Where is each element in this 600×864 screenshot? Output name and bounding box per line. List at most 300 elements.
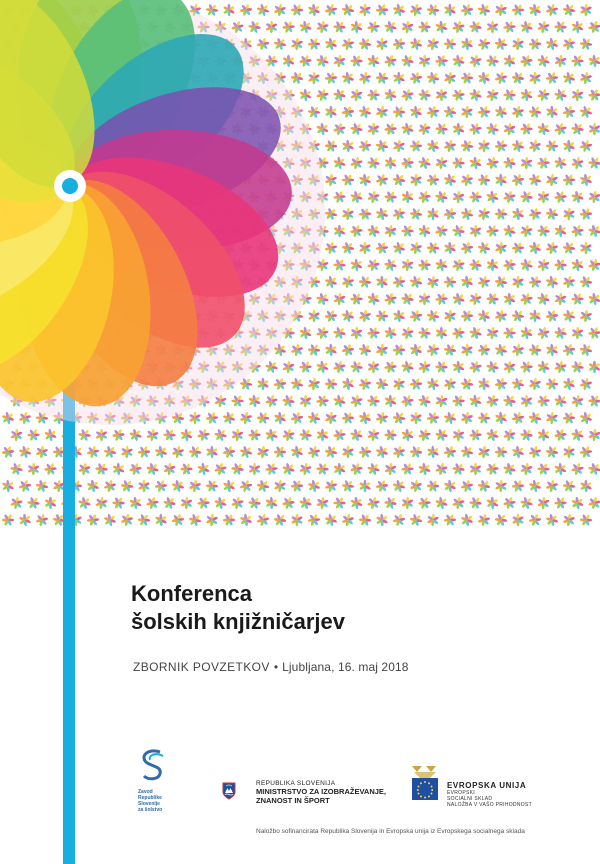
- tiny-flower: [518, 426, 535, 443]
- tiny-flower: [220, 477, 237, 494]
- tiny-flower: [374, 69, 391, 86]
- tiny-flower: [314, 393, 330, 409]
- tiny-flower: [255, 376, 272, 393]
- tiny-flower: [349, 223, 365, 239]
- tiny-flower: [512, 37, 525, 50]
- tiny-flower: [314, 290, 331, 307]
- zrss-text-3: Slovenije: [138, 801, 160, 807]
- tiny-flower: [408, 443, 425, 460]
- tiny-flower: [443, 377, 457, 392]
- tiny-flower: [578, 444, 594, 460]
- tiny-flower: [441, 103, 458, 120]
- tiny-flower: [357, 511, 374, 528]
- tiny-flower: [484, 461, 500, 477]
- tiny-flower: [416, 86, 433, 103]
- tiny-flower: [535, 358, 552, 375]
- tiny-flower: [25, 427, 42, 444]
- tiny-flower: [136, 511, 153, 528]
- tiny-flower: [171, 445, 185, 460]
- tiny-flower: [322, 342, 339, 359]
- tiny-flower: [580, 4, 593, 17]
- tiny-flower: [248, 463, 260, 476]
- tiny-flower: [543, 443, 560, 460]
- tiny-flower: [384, 224, 398, 238]
- tiny-flower: [519, 224, 533, 238]
- tiny-flower: [376, 38, 388, 50]
- tiny-flower: [536, 87, 551, 103]
- tiny-flower: [433, 359, 450, 376]
- tiny-flower: [475, 1, 492, 18]
- tiny-flower: [374, 172, 389, 187]
- tiny-flower: [305, 477, 322, 494]
- tiny-flower: [238, 2, 254, 18]
- tiny-flower: [331, 461, 348, 478]
- tiny-flower: [229, 460, 246, 477]
- tiny-flower: [366, 19, 382, 35]
- tiny-flower: [492, 35, 509, 52]
- tiny-flower: [569, 53, 586, 70]
- tiny-flower: [441, 341, 458, 358]
- tiny-flower: [577, 409, 594, 426]
- tiny-flower: [511, 343, 525, 357]
- tiny-flower: [520, 156, 533, 169]
- tiny-flower: [509, 307, 526, 324]
- tiny-flower: [416, 257, 432, 274]
- tiny-flower: [570, 223, 586, 239]
- tiny-flower: [467, 154, 484, 171]
- tiny-flower: [280, 460, 297, 477]
- tiny-flower: [577, 35, 594, 52]
- tiny-flower: [570, 461, 585, 477]
- tiny-flower: [545, 241, 560, 256]
- tiny-flower: [204, 444, 221, 461]
- tiny-flower: [272, 376, 288, 392]
- tiny-flower: [366, 495, 381, 510]
- tiny-flower: [340, 410, 357, 427]
- tiny-flower: [526, 103, 543, 120]
- tiny-flower: [444, 309, 457, 322]
- tiny-flower: [561, 104, 577, 120]
- tiny-flower: [246, 392, 263, 409]
- tiny-flower: [314, 120, 331, 137]
- eu-line-1: EVROPSKA UNIJA: [447, 781, 527, 790]
- tiny-flower: [356, 103, 373, 120]
- tiny-flower: [468, 292, 482, 306]
- tiny-flower: [382, 324, 399, 341]
- tiny-flower: [503, 122, 516, 136]
- tiny-flower: [528, 444, 543, 459]
- tiny-flower: [492, 511, 509, 528]
- tiny-flower: [127, 426, 144, 443]
- tiny-flower: [493, 376, 509, 392]
- tiny-flower: [358, 309, 372, 323]
- tiny-flower: [348, 256, 365, 273]
- tiny-flower: [554, 54, 568, 68]
- tiny-flower: [484, 495, 501, 512]
- tiny-flower: [459, 240, 475, 256]
- tiny-flower: [127, 494, 144, 511]
- tiny-flower: [510, 240, 527, 257]
- tiny-flower: [305, 1, 322, 18]
- tiny-flower: [297, 324, 314, 341]
- tiny-flower: [281, 428, 296, 443]
- tiny-flower: [239, 411, 253, 425]
- tiny-flower: [365, 460, 382, 477]
- tiny-flower: [501, 19, 517, 35]
- tiny-flower: [492, 103, 509, 120]
- slovenia-coat-of-arms-icon: [222, 782, 236, 800]
- tiny-flower: [458, 137, 475, 154]
- tiny-flower: [391, 36, 407, 52]
- tiny-flower: [569, 256, 586, 273]
- tiny-flower: [578, 478, 595, 495]
- tiny-flower: [578, 376, 593, 391]
- tiny-flower: [484, 257, 501, 274]
- tiny-flower: [416, 154, 433, 171]
- tiny-flower: [110, 495, 127, 512]
- tiny-flower: [544, 104, 561, 121]
- tiny-flower: [0, 444, 16, 460]
- tiny-flower: [382, 188, 399, 205]
- tiny-flower: [390, 239, 407, 256]
- tiny-flower: [434, 462, 449, 477]
- tiny-flower: [527, 512, 543, 528]
- tiny-flower: [392, 207, 407, 222]
- tiny-flower: [526, 477, 543, 494]
- tiny-flower: [163, 462, 176, 476]
- tiny-flower: [475, 69, 492, 86]
- tiny-flower: [518, 86, 535, 103]
- tiny-flower: [299, 395, 312, 408]
- tiny-flower: [18, 411, 32, 425]
- tiny-flower: [586, 222, 600, 239]
- tiny-flower: [535, 120, 552, 137]
- tiny-flower: [85, 444, 100, 459]
- tiny-flower: [476, 274, 491, 289]
- tiny-flower: [501, 87, 518, 104]
- tiny-flower: [350, 88, 363, 101]
- tiny-flower: [467, 86, 484, 103]
- tiny-flower: [333, 292, 346, 306]
- tiny-flower: [467, 256, 484, 273]
- tiny-flower: [84, 477, 101, 494]
- tiny-flower: [416, 19, 433, 36]
- tiny-flower: [494, 309, 509, 324]
- tiny-flower: [526, 409, 543, 426]
- tiny-flower: [416, 324, 433, 341]
- tiny-flower: [425, 172, 441, 188]
- tiny-flower: [475, 307, 492, 324]
- tiny-flower: [27, 463, 40, 476]
- tiny-flower: [121, 445, 134, 458]
- tiny-flower: [562, 275, 576, 289]
- tiny-flower: [16, 443, 33, 460]
- tiny-flower: [526, 171, 543, 188]
- tiny-flower: [237, 511, 254, 528]
- tiny-flower: [502, 428, 516, 443]
- tiny-flower: [467, 392, 484, 409]
- tiny-flower: [42, 495, 59, 512]
- tiny-flower: [298, 53, 314, 69]
- eu-line-4: NALOŽBA V VAŠO PRIHODNOST: [447, 802, 532, 808]
- tiny-flower: [400, 88, 415, 103]
- tiny-flower: [545, 173, 558, 187]
- eu-line-3: SOCIALNI SKLAD: [447, 796, 493, 802]
- tiny-flower: [0, 478, 17, 495]
- tiny-flower: [357, 206, 373, 223]
- tiny-flower: [461, 105, 474, 118]
- tiny-flower: [512, 514, 524, 526]
- tiny-flower: [417, 427, 432, 442]
- tiny-flower: [203, 1, 220, 18]
- tiny-flower: [323, 70, 339, 86]
- tiny-flower: [450, 460, 467, 477]
- tiny-flower: [356, 273, 373, 290]
- tiny-flower: [475, 477, 492, 494]
- tiny-flower: [451, 496, 465, 510]
- tiny-flower: [331, 495, 348, 512]
- tiny-flower: [357, 376, 372, 391]
- tiny-flower: [373, 137, 390, 154]
- tiny-flower: [569, 426, 586, 443]
- tiny-flower: [339, 307, 356, 324]
- tiny-flower: [308, 310, 320, 322]
- tiny-flower: [305, 103, 322, 120]
- tiny-flower: [170, 512, 186, 528]
- tiny-flower: [467, 18, 484, 35]
- tiny-flower: [365, 290, 382, 307]
- tiny-flower: [527, 36, 543, 53]
- tiny-flower: [578, 273, 595, 290]
- tiny-flower: [552, 154, 569, 171]
- tiny-flower: [399, 461, 416, 478]
- tiny-flower: [407, 35, 424, 52]
- tiny-flower: [458, 273, 475, 290]
- tiny-flower: [509, 443, 526, 460]
- tiny-flower: [101, 443, 118, 460]
- tiny-flower: [271, 511, 288, 528]
- tiny-flower: [323, 308, 339, 324]
- tiny-flower: [527, 206, 542, 221]
- tiny-flower: [580, 242, 592, 254]
- tiny-flower: [461, 344, 473, 357]
- tiny-flower: [578, 206, 594, 222]
- tiny-flower: [569, 19, 586, 36]
- tiny-flower: [212, 426, 229, 443]
- tiny-flower: [348, 426, 365, 443]
- tiny-flower: [562, 513, 576, 527]
- tiny-flower: [425, 410, 441, 426]
- tiny-flower: [452, 428, 465, 441]
- tiny-flower: [586, 392, 600, 409]
- subtitle-separator: •: [273, 660, 279, 674]
- tiny-flower: [350, 326, 363, 339]
- tiny-flower: [526, 1, 543, 18]
- tiny-flower: [562, 37, 577, 52]
- tiny-flower: [441, 477, 458, 494]
- tiny-flower: [382, 121, 398, 137]
- tiny-flower: [189, 412, 201, 425]
- tiny-flower: [544, 138, 561, 155]
- tiny-flower: [407, 205, 424, 222]
- tiny-flower: [552, 223, 569, 240]
- tiny-flower: [543, 273, 560, 290]
- tiny-flower: [451, 258, 466, 273]
- tiny-flower: [288, 69, 305, 86]
- tiny-flower: [426, 513, 439, 526]
- tiny-flower: [195, 460, 212, 477]
- tiny-flower: [357, 478, 374, 495]
- tiny-flower: [442, 444, 458, 460]
- tiny-flower: [272, 444, 289, 461]
- tiny-flower: [306, 444, 321, 459]
- tiny-flower: [493, 444, 510, 461]
- tiny-flower: [342, 446, 355, 459]
- tiny-flower: [467, 324, 484, 341]
- tiny-flower: [331, 324, 348, 341]
- tiny-flower: [418, 293, 430, 306]
- tiny-flower: [341, 513, 355, 527]
- tiny-flower: [315, 87, 331, 103]
- tiny-flower: [280, 53, 297, 70]
- tiny-flower: [399, 223, 416, 240]
- tiny-flower: [563, 446, 575, 459]
- tiny-flower: [356, 35, 373, 52]
- tiny-flower: [399, 189, 416, 206]
- tiny-flower: [220, 409, 237, 426]
- tiny-flower: [535, 461, 552, 478]
- tiny-flower: [359, 242, 371, 255]
- tiny-flower: [586, 460, 600, 477]
- tiny-flower: [569, 188, 586, 205]
- tiny-flower: [144, 460, 161, 477]
- conference-title: [131, 580, 345, 636]
- tiny-flower: [537, 258, 551, 272]
- tiny-flower: [460, 173, 474, 187]
- tiny-flower: [570, 394, 584, 408]
- tiny-flower: [204, 478, 221, 495]
- tiny-flower: [348, 188, 365, 205]
- tiny-flower: [586, 359, 600, 376]
- tiny-flower: [390, 70, 407, 87]
- tiny-flower: [469, 225, 482, 238]
- tiny-flower: [433, 256, 450, 273]
- tiny-flower: [501, 154, 518, 171]
- tiny-flower: [560, 375, 577, 392]
- subtitle-label: ZBORNIK POVZETKOV: [133, 660, 270, 674]
- tiny-flower: [324, 240, 339, 255]
- tiny-flower: [0, 409, 17, 426]
- tiny-flower: [10, 428, 23, 441]
- tiny-flower: [288, 443, 305, 460]
- tiny-flower: [339, 69, 356, 86]
- tiny-flower: [458, 205, 475, 222]
- tiny-flower: [339, 138, 356, 155]
- tiny-flower: [348, 120, 365, 137]
- tiny-flower: [383, 291, 398, 306]
- tiny-flower: [502, 495, 518, 511]
- tiny-flower: [256, 445, 270, 459]
- tiny-flower: [161, 494, 178, 511]
- tiny-flower: [536, 325, 551, 340]
- tiny-flower: [332, 121, 347, 136]
- tiny-flower: [571, 327, 584, 340]
- tiny-flower: [263, 358, 280, 375]
- tiny-flower: [273, 3, 287, 17]
- tiny-flower: [382, 86, 399, 103]
- tiny-flower: [358, 71, 372, 85]
- tiny-flower: [502, 190, 517, 205]
- tiny-flower: [450, 121, 467, 138]
- tiny-flower: [543, 342, 560, 359]
- tiny-flower: [374, 2, 390, 18]
- tiny-flower: [145, 495, 160, 510]
- tiny-flower: [442, 36, 459, 53]
- tiny-flower: [138, 480, 150, 492]
- tiny-flower: [452, 190, 465, 203]
- tiny-flower: [493, 138, 509, 154]
- tiny-flower: [399, 358, 416, 375]
- tiny-flower: [400, 155, 416, 171]
- tiny-flower: [390, 1, 407, 18]
- tiny-flower: [475, 239, 492, 256]
- tiny-flower: [280, 19, 296, 35]
- tiny-flower: [587, 257, 600, 272]
- tiny-flower: [367, 361, 379, 373]
- tiny-flower: [484, 426, 501, 443]
- tiny-flower: [323, 376, 340, 393]
- zrss-text-2: Republike: [138, 795, 162, 801]
- zrss-text-4: za šolstvo: [138, 807, 163, 813]
- tiny-flower: [578, 512, 595, 529]
- tiny-flower: [169, 477, 186, 494]
- tiny-flower: [246, 18, 263, 35]
- tiny-flower: [407, 103, 424, 120]
- tiny-flower: [401, 258, 414, 271]
- tiny-flower: [484, 188, 501, 205]
- tiny-flower: [526, 239, 543, 256]
- tiny-flower: [34, 512, 49, 527]
- tiny-flower: [410, 174, 423, 187]
- zrss-logo: [138, 748, 188, 813]
- tiny-flower: [441, 409, 458, 426]
- tiny-flower: [442, 206, 458, 222]
- tiny-flower: [535, 393, 551, 409]
- tiny-flower: [520, 395, 532, 408]
- tiny-flower: [264, 393, 279, 408]
- tiny-flower: [561, 410, 577, 427]
- tiny-flower: [331, 154, 348, 171]
- tiny-flower: [324, 411, 337, 424]
- tiny-flower: [416, 222, 433, 239]
- tiny-flower: [425, 239, 442, 256]
- tiny-flower: [451, 325, 467, 341]
- tiny-flower: [476, 171, 493, 188]
- tiny-flower: [271, 35, 288, 52]
- tiny-flower: [231, 428, 244, 441]
- tiny-flower: [561, 172, 578, 189]
- tiny-flower: [291, 514, 303, 527]
- tiny-flower: [512, 276, 525, 289]
- tiny-flower: [426, 342, 441, 357]
- ministry-line-3: ZNANOST IN ŠPORT: [256, 796, 330, 805]
- tiny-flower: [433, 325, 450, 342]
- tiny-flower: [485, 155, 500, 170]
- tiny-flower: [544, 2, 559, 17]
- tiny-flower: [441, 171, 458, 188]
- tiny-flower: [298, 462, 312, 476]
- tiny-flower: [408, 70, 424, 86]
